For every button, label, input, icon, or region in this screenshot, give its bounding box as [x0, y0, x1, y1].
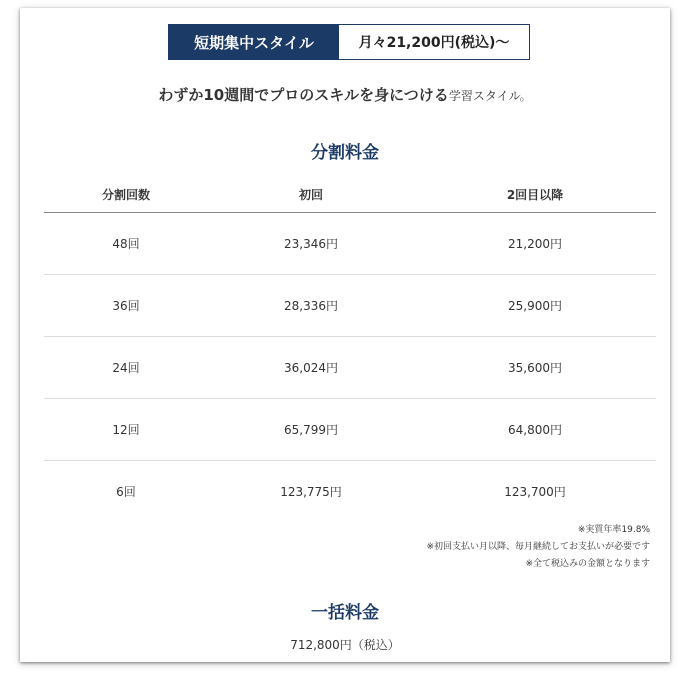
- tagline-suffix: 学習スタイル。: [448, 89, 532, 103]
- tagline: [20, 84, 670, 105]
- table-row: [44, 399, 656, 461]
- lump-sum-title: 一括料金: [311, 603, 379, 623]
- first-payment: 23,346円: [208, 213, 414, 275]
- installment-count: 48回: [44, 213, 208, 275]
- note-monthly-payment: ※初回支払い月以降、毎月継続してお支払いが必要です: [426, 542, 650, 552]
- table-row: [44, 461, 656, 523]
- plan-name: 短期集中スタイル: [169, 25, 339, 59]
- subsequent-payment: 25,900円: [414, 275, 656, 337]
- tagline-main: わずか10週間でプロのスキルを身につける: [158, 86, 449, 104]
- subsequent-payment: 21,200円: [414, 213, 656, 275]
- notes: [426, 522, 650, 573]
- first-payment: 65,799円: [208, 399, 414, 461]
- first-payment: 36,024円: [208, 337, 414, 399]
- installment-count: 36回: [44, 275, 208, 337]
- lump-sum-price: 712,800円（税込）: [290, 638, 400, 652]
- first-payment: 123,775円: [280, 485, 342, 499]
- subsequent-payment: 123,700円: [504, 485, 566, 499]
- note-tax-included: ※全て税込みの金額となります: [525, 559, 650, 569]
- installment-table: [44, 176, 656, 522]
- note-apr: ※実質年率19.8%: [577, 525, 650, 535]
- header-subsequent-payment: 2回目以降: [414, 176, 656, 213]
- table-row: [44, 213, 656, 275]
- installment-count: 12回: [44, 399, 208, 461]
- subsequent-payment: 64,800円: [414, 399, 656, 461]
- header-first-payment: 初回: [208, 176, 414, 213]
- installment-count: 6回: [116, 485, 136, 499]
- table-row: [44, 275, 656, 337]
- table-header-row: [44, 176, 656, 213]
- subsequent-payment: 35,600円: [414, 337, 656, 399]
- plan-header: [168, 24, 530, 60]
- table-row: [44, 337, 656, 399]
- installment-count: 24回: [44, 337, 208, 399]
- pricing-card: [20, 8, 670, 662]
- plan-price: 月々21,200円(税込)〜: [339, 25, 529, 59]
- installment-title: 分割料金: [311, 143, 379, 163]
- first-payment: 28,336円: [208, 275, 414, 337]
- header-installments: 分割回数: [44, 176, 208, 213]
